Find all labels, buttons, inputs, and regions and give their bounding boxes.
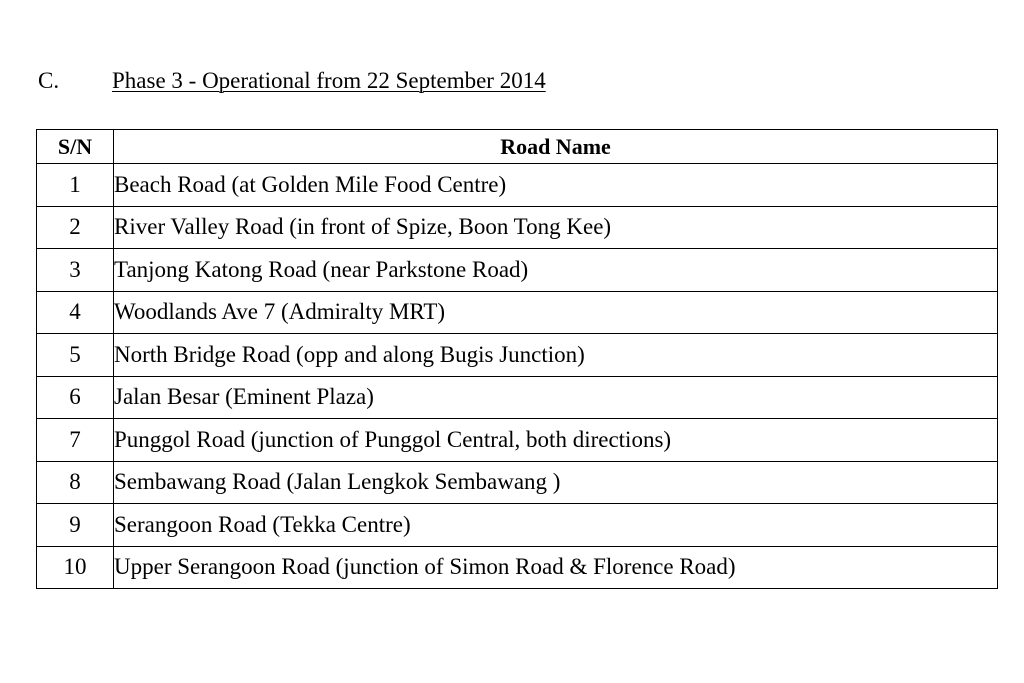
table-row xyxy=(37,376,998,419)
table-row xyxy=(37,291,998,334)
table-row xyxy=(37,504,998,547)
road-name-cell: Upper Serangoon Road (junction of Simon Road & Florence Road) xyxy=(114,546,998,589)
road-name-cell: Tanjong Katong Road (near Parkstone Road) xyxy=(114,249,998,292)
road-name-cell: Serangoon Road (Tekka Centre) xyxy=(114,504,998,547)
sn-cell: 3 xyxy=(37,249,114,292)
column-header-road-name: Road Name xyxy=(114,130,998,164)
section-heading xyxy=(38,66,546,96)
sn-cell: 8 xyxy=(37,461,114,504)
sn-cell: 1 xyxy=(37,164,114,207)
section-marker: C. xyxy=(38,68,60,93)
sn-cell: 5 xyxy=(37,334,114,377)
table-row xyxy=(37,206,998,249)
sn-cell: 6 xyxy=(37,376,114,419)
sn-cell: 4 xyxy=(37,291,114,334)
sn-cell: 2 xyxy=(37,206,114,249)
table-row xyxy=(37,546,998,589)
section-title: Phase 3 - Operational from 22 September 2014 xyxy=(112,68,546,93)
road-name-cell: Jalan Besar (Eminent Plaza) xyxy=(114,376,998,419)
table-row xyxy=(37,461,998,504)
sn-cell: 9 xyxy=(37,504,114,547)
table-row xyxy=(37,419,998,462)
road-name-cell: North Bridge Road (opp and along Bugis Junction) xyxy=(114,334,998,377)
road-name-cell: Beach Road (at Golden Mile Food Centre) xyxy=(114,164,998,207)
road-table xyxy=(36,129,998,589)
road-name-cell: Sembawang Road (Jalan Lengkok Sembawang ) xyxy=(114,461,998,504)
road-name-cell: Woodlands Ave 7 (Admiralty MRT) xyxy=(114,291,998,334)
road-name-cell: River Valley Road (in front of Spize, Boon Tong Kee) xyxy=(114,206,998,249)
table-row xyxy=(37,249,998,292)
road-name-cell: Punggol Road (junction of Punggol Central, both directions) xyxy=(114,419,998,462)
column-header-sn: S/N xyxy=(37,130,114,164)
sn-cell: 7 xyxy=(37,419,114,462)
sn-cell: 10 xyxy=(37,546,114,589)
table-row xyxy=(37,164,998,207)
table-row xyxy=(37,334,998,377)
table-header-row xyxy=(37,130,998,164)
